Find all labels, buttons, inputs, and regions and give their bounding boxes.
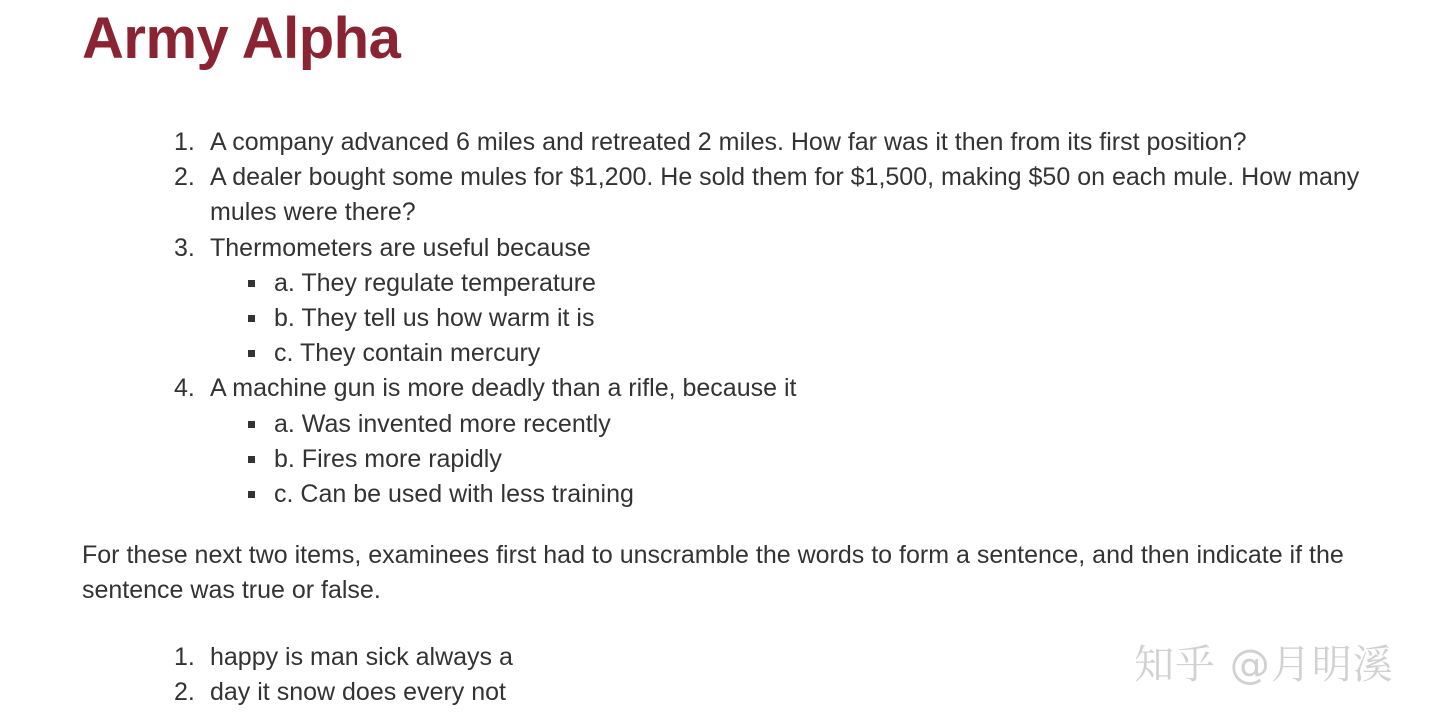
- question-item: [82, 160, 1402, 230]
- question-text: A dealer bought some mules for $1,200. He sold them for $1,500, making $50 on each mule. How many mules were there?: [210, 163, 1360, 227]
- option-item: [210, 407, 1402, 442]
- question-text: A company advanced 6 miles and retreated 2 miles. How far was it then from its first position?: [210, 128, 1247, 156]
- square-bullet-icon: [248, 350, 255, 357]
- intro-paragraph: For these next two items, examinees first had to unscramble the words to form a sentence, and then indicate if the sentence was true or false.: [82, 541, 1344, 605]
- question-text: A machine gun is more deadly than a rifle, because it: [210, 374, 797, 403]
- question-item: [82, 231, 1402, 372]
- option-text: c. They contain mercury: [274, 339, 541, 368]
- option-text: a. Was invented more recently: [274, 409, 611, 438]
- option-item: [210, 336, 1402, 371]
- option-list: [210, 407, 1402, 513]
- watermark: 知乎 @月明溪: [1134, 642, 1394, 688]
- option-text: b. They tell us how warm it is: [274, 304, 595, 333]
- option-list: [210, 266, 1402, 372]
- question-number: 4.: [174, 374, 195, 403]
- question-list: [82, 125, 1402, 512]
- option-text: a. They regulate temperature: [274, 268, 596, 297]
- option-text: b. Fires more rapidly: [274, 444, 502, 473]
- question-number: 3.: [174, 233, 195, 262]
- option-item: [210, 266, 1402, 301]
- square-bullet-icon: [248, 421, 255, 428]
- square-bullet-icon: [248, 456, 255, 463]
- option-text: c. Can be used with less training: [274, 480, 634, 509]
- scrambled-number: 1.: [174, 643, 195, 671]
- option-item: [210, 301, 1402, 336]
- question-item: [82, 371, 1402, 512]
- square-bullet-icon: [248, 315, 255, 322]
- question-text: Thermometers are useful because: [210, 233, 591, 262]
- page-title: Army Alpha: [82, 6, 401, 71]
- question-number: 1.: [174, 128, 195, 156]
- scrambled-number: 2.: [174, 678, 195, 707]
- option-item: [210, 442, 1402, 477]
- scrambled-text: happy is man sick always a: [210, 643, 513, 671]
- square-bullet-icon: [248, 491, 255, 498]
- square-bullet-icon: [248, 280, 255, 287]
- option-item: [210, 477, 1402, 512]
- question-item: [82, 125, 1402, 160]
- question-number: 2.: [174, 163, 195, 192]
- scrambled-text: day it snow does every not: [210, 678, 506, 707]
